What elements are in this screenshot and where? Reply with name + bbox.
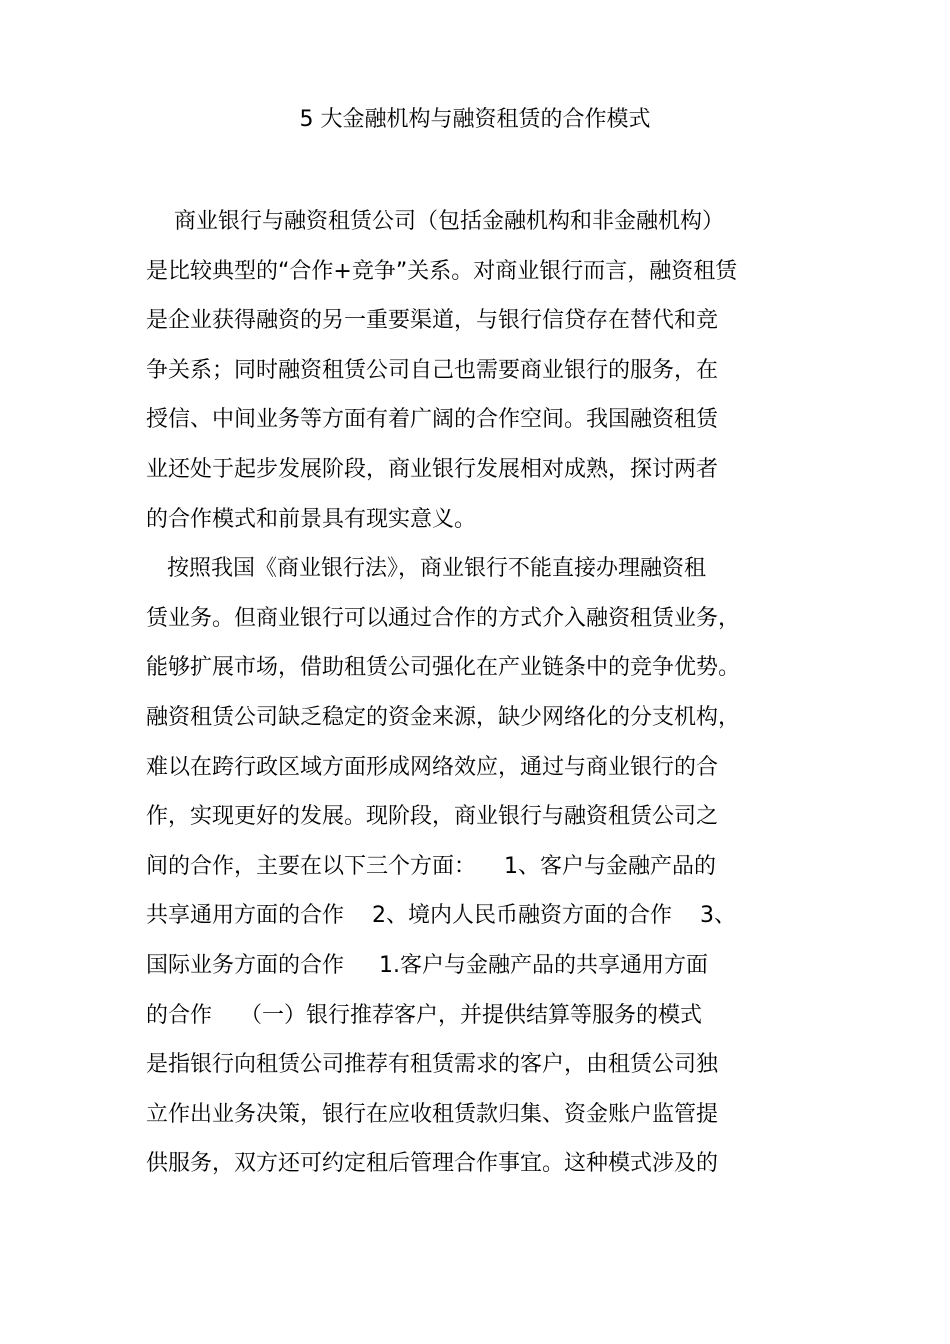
body-line: 间的合作，主要在以下三个方面： 1、客户与金融产品的 [146, 853, 716, 879]
body-line: 国际业务方面的合作 1.客户与金融产品的共享通用方面 [146, 952, 708, 978]
body-line: 是企业获得融资的另一重要渠道，与银行信贷存在替代和竞 [146, 308, 719, 334]
body-line: 共享通用方面的合作 2、境内人民币融资方面的合作 3、 [146, 903, 736, 929]
body-line: 能够扩展市场，借助租赁公司强化在产业链条中的竞争优势。 [146, 655, 741, 681]
body-line: 授信、中间业务等方面有着广阔的合作空间。我国融资租赁 [146, 407, 719, 433]
document-body [146, 197, 836, 1189]
body-line: 争关系；同时融资租赁公司自己也需要商业银行的服务，在 [146, 357, 719, 383]
body-line: 的合作模式和前景具有现实意义。 [146, 506, 477, 532]
body-line: 的合作 （一）银行推荐客户，并提供结算等服务的模式 [146, 1002, 702, 1028]
body-line: 赁业务。但商业银行可以通过合作的方式介入融资租赁业务， [146, 605, 741, 631]
body-line: 是指银行向租赁公司推荐有租赁需求的客户，由租赁公司独 [146, 1052, 719, 1078]
body-line: 难以在跨行政区域方面形成网络效应，通过与商业银行的合 [146, 754, 719, 780]
body-line: 融资租赁公司缺乏稳定的资金来源，缺少网络化的分支机构， [146, 704, 741, 730]
body-line: 供服务，双方还可约定租后管理合作事宜。这种模式涉及的 [146, 1151, 719, 1177]
body-line: 立作出业务决策，银行在应收租赁款归集、资金账户监管提 [146, 1101, 719, 1127]
body-line: 作，实现更好的发展。现阶段，商业银行与融资租赁公司之 [146, 804, 719, 830]
body-line: 业还处于起步发展阶段，商业银行发展相对成熟，探讨两者 [146, 456, 719, 482]
body-line: 是比较典型的“合作+竞争”关系。对商业银行而言，融资租赁 [146, 258, 738, 284]
document-title: 5 大金融机构与融资租赁的合作模式 [299, 107, 651, 132]
body-line: 按照我国《商业银行法》，商业银行不能直接办理融资租 [146, 556, 706, 582]
body-line: 商业银行与融资租赁公司（包括金融机构和非金融机构） [146, 209, 724, 234]
